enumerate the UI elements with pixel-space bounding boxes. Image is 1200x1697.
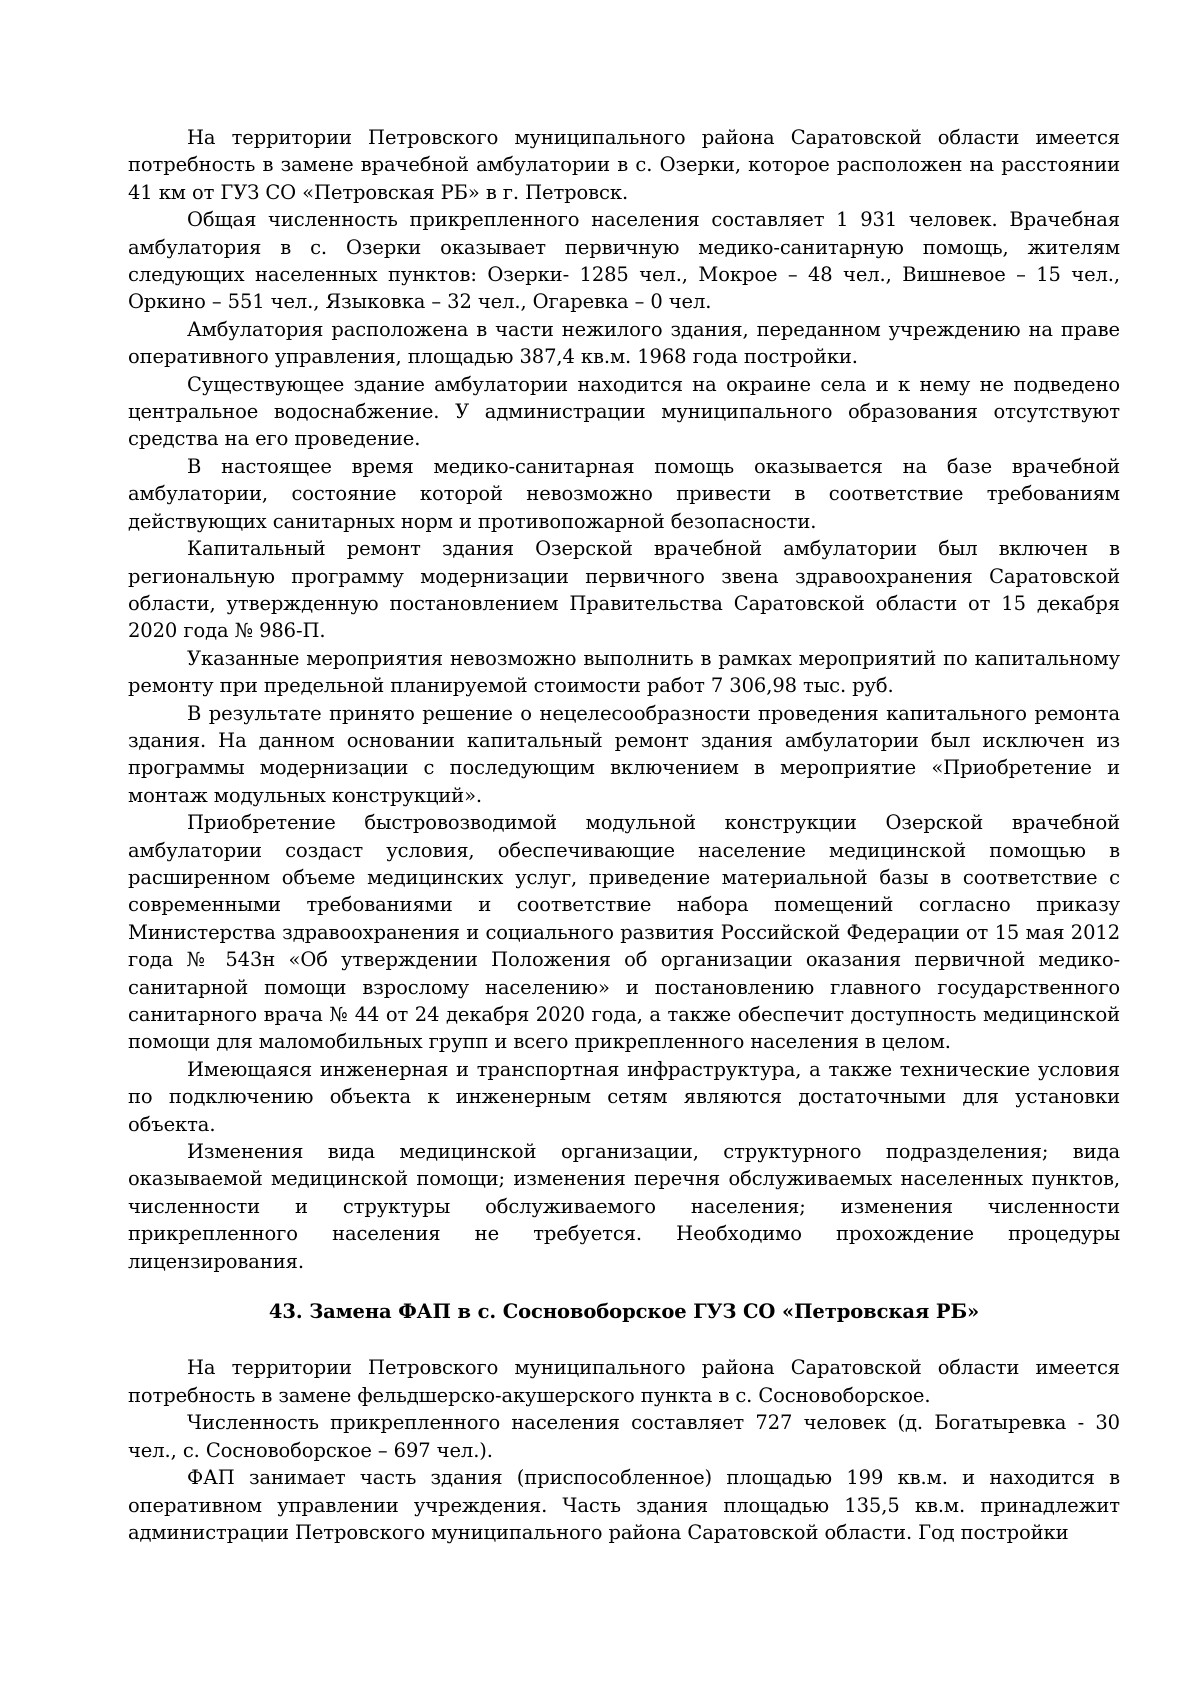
paragraph: В результате принято решение о нецелесообразности проведения капитального ремонта здания. На данном основании капитальный ремонт здания амбулатории был исключен из программы модернизации с последующим включением в мероприятие «Приобретение и монтаж модульных конструкций». — [128, 701, 1120, 807]
paragraph: Указанные мероприятия невозможно выполнить в рамках мероприятий по капитальному ремонту при предельной планируемой стоимости работ 7 306,98 тыс. руб. — [128, 646, 1120, 698]
paragraph: Приобретение быстровозводимой модульной конструкции Озерской врачебной амбулатории создаст условия, обеспечивающие население медицинской помощью в расширенном объеме медицинских услуг, приведение материальной базы в соответствие с современными требованиями и соответствие набора помещений согласно приказу Министерства здравоохранения и социального развития Российской Федерации от 15 мая 2012 года № 543н «Об утверждении Положения об организации оказания первичной медико-санитарной помощи взрослому населению» и постановлению главного государственного санитарного врача № 44 от 24 декабря 2020 года, а также обеспечит доступность медицинской помощи для маломобильных групп и всего прикрепленного населения в целом. — [128, 811, 1120, 1054]
paragraph: Общая численность прикрепленного населения составляет 1 931 человек. Врачебная амбулатория в с. Озерки оказывает первичную медико-санитарную помощь, жителям следующих населенных пунктов: Озерки- 1285 чел., Мокрое – 48 чел., Вишневое – 15 чел., Оркино – 551 чел., Языковка – 32 чел., Огаревка – 0 чел. — [128, 208, 1120, 314]
paragraph: На территории Петровского муниципального района Саратовской области имеется потребность в замене врачебной амбулатории в с. Озерки, которое расположен на расстоянии 41 км от ГУЗ СО «Петровская РБ» в г. Петровск. — [128, 126, 1120, 204]
paragraph: Изменения вида медицинской организации, структурного подразделения; вида оказываемой медицинской помощи; изменения перечня обслуживаемых населенных пунктов, численности и структуры обслуживаемого населения; изменения численности прикрепленного населения не требуется. Необходимо прохождение процедуры лицензирования. — [128, 1140, 1120, 1273]
paragraph: ФАП занимает часть здания (приспособленное) площадью 199 кв.м. и находится в оперативном управлении учреждения. Часть здания площадью 135,5 кв.м. принадлежит администрации Петровского муниципального района Саратовской области. Год постройки — [128, 1466, 1120, 1544]
paragraph: Амбулатория расположена в части нежилого здания, переданном учреждению на праве оперативного управления, площадью 387,4 кв.м. 1968 года постройки. — [128, 317, 1120, 369]
paragraph: Численность прикрепленного населения составляет 727 человек (д. Богатыревка - 30 чел., с. Сосновоборское – 697 чел.). — [128, 1411, 1120, 1462]
paragraph: Существующее здание амбулатории находится на окраине села и к нему не подведено центральное водоснабжение. У администрации муниципального образования отсутствуют средства на его проведение. — [128, 372, 1120, 451]
section-heading: 43. Замена ФАП в с. Сосновоборское ГУЗ СО «Петровская РБ» — [268, 1300, 980, 1324]
paragraph: На территории Петровского муниципального района Саратовской области имеется потребность в замене фельдшерско-акушерского пункта в с. Сосновоборское. — [128, 1356, 1120, 1407]
paragraph: Имеющаяся инженерная и транспортная инфраструктура, а также технические условия по подключению объекта к инженерным сетям являются достаточными для установки объекта. — [128, 1057, 1120, 1136]
document-body — [128, 124, 1120, 1546]
paragraph: Капитальный ремонт здания Озерской врачебной амбулатории был включен в региональную программу модернизации первичного звена здравоохранения Саратовской области, утвержденную постановлением Правительства Саратовской области от 15 декабря 2020 года № 986-П. — [128, 537, 1120, 643]
paragraph: В настоящее время медико-санитарная помощь оказывается на базе врачебной амбулатории, состояние которой невозможно привести в соответствие требованиям действующих санитарных норм и противопожарной безопасности. — [128, 454, 1120, 533]
